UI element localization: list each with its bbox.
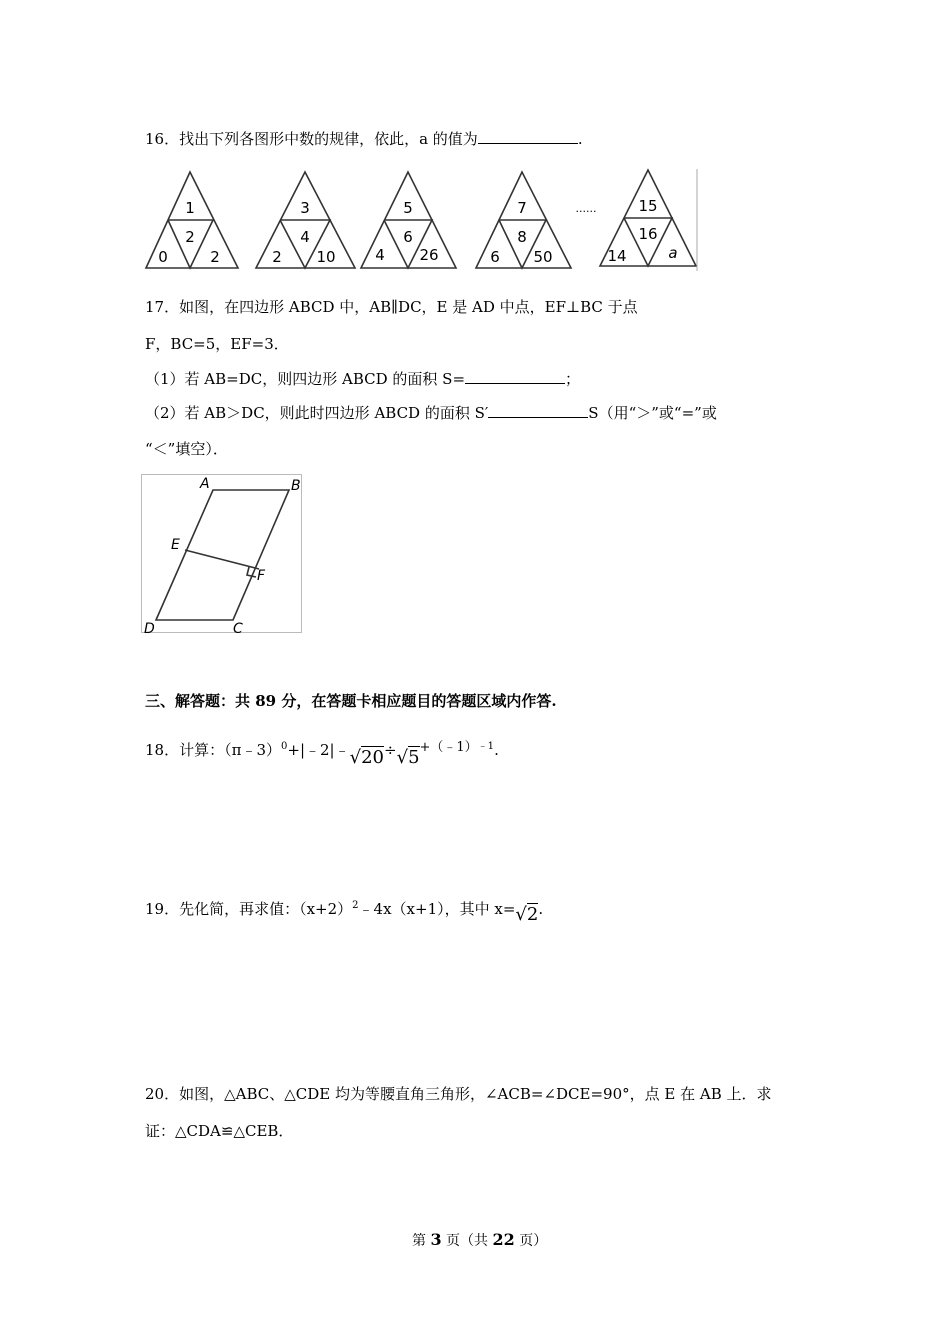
label-F: F bbox=[257, 568, 266, 584]
t5-left: 14 bbox=[607, 247, 627, 265]
page-footer: 第 3 页（共 22 页） bbox=[412, 1230, 548, 1249]
q16-text: 16．找出下列各图形中数的规律，依此，a 的值为 . bbox=[145, 130, 583, 148]
sqrt-20: √20 bbox=[349, 747, 384, 768]
label-C: C bbox=[233, 621, 243, 636]
answer-blank bbox=[478, 129, 578, 144]
t4-right: 50 bbox=[533, 248, 553, 266]
t3-mid: 6 bbox=[403, 228, 413, 246]
label-D: D bbox=[144, 621, 155, 636]
total-pages: 22 bbox=[492, 1230, 515, 1249]
radical-sign-icon: √ bbox=[515, 904, 527, 925]
t2-right: 10 bbox=[316, 248, 336, 266]
answer-blank bbox=[465, 369, 565, 384]
t2-mid: 4 bbox=[300, 228, 310, 246]
q18-expression: 18．计算：$(\pi﹣3)^0+|﹣2|﹣√20\div√5^{+(﹣1)﹣1}$. bbox=[145, 740, 499, 768]
sqrt-5: √5 bbox=[396, 747, 420, 768]
t5-mid: 16 bbox=[638, 225, 658, 243]
q16-triangle-figure bbox=[143, 167, 701, 273]
q17-parallelogram-figure bbox=[141, 474, 305, 636]
t5-top: 15 bbox=[638, 197, 658, 215]
q17-line1: 17．如图，在四边形 ABCD 中，AB∥DC，E 是 AD 中点，EF⊥BC 于点 bbox=[145, 298, 638, 316]
t3-top: 5 bbox=[403, 199, 413, 217]
t1-top: 1 bbox=[185, 199, 195, 217]
q17-part1: （1）若 AB=DC，则四边形 ABCD 的面积 S= ； bbox=[145, 370, 581, 388]
section-3-heading: 三、解答题：共 89 分，在答题卡相应题目的答题区域内作答. bbox=[145, 692, 557, 710]
label-B: B bbox=[291, 478, 301, 494]
q17-part2: （2）若 AB＞DC，则此时四边形 ABCD 的面积 S′ S（用“＞”或“=”或 bbox=[145, 404, 717, 422]
t1-mid: 2 bbox=[185, 228, 195, 246]
current-page: 3 bbox=[430, 1230, 442, 1249]
q17-part2-cont: “＜”填空）． bbox=[145, 440, 228, 458]
t1-right: 2 bbox=[210, 248, 220, 266]
sqrt-2: √2 bbox=[515, 904, 539, 925]
radical-sign-icon: √ bbox=[349, 747, 362, 768]
q19-expression: 19．先化简，再求值：$(x+2)^2﹣4x(x+1)$，其中 x=√2. bbox=[145, 900, 544, 925]
radical-sign-icon: √ bbox=[396, 747, 409, 768]
t1-left: 0 bbox=[158, 248, 168, 266]
label-E: E bbox=[171, 537, 180, 553]
t2-left: 2 bbox=[272, 248, 282, 266]
t3-left: 4 bbox=[375, 246, 385, 264]
t5-right: a bbox=[668, 244, 678, 262]
label-A: A bbox=[200, 476, 210, 492]
triangle-2 bbox=[256, 172, 355, 268]
t3-right: 26 bbox=[419, 246, 439, 264]
t4-left: 6 bbox=[490, 248, 500, 266]
t4-top: 7 bbox=[517, 199, 527, 217]
answer-blank bbox=[488, 403, 588, 418]
q20-line2: 证：△CDA≌△CEB． bbox=[145, 1122, 294, 1140]
t2-top: 3 bbox=[300, 199, 310, 217]
t4-mid: 8 bbox=[517, 228, 527, 246]
q20-line1: 20．如图，△ABC、△CDE 均为等腰直角三角形，∠ACB=∠DCE=90°，点 E 在 AB 上．求 bbox=[145, 1085, 772, 1103]
q17-line2: F，BC=5，EF=3． bbox=[145, 335, 289, 353]
ellipsis: ...... bbox=[575, 202, 597, 215]
